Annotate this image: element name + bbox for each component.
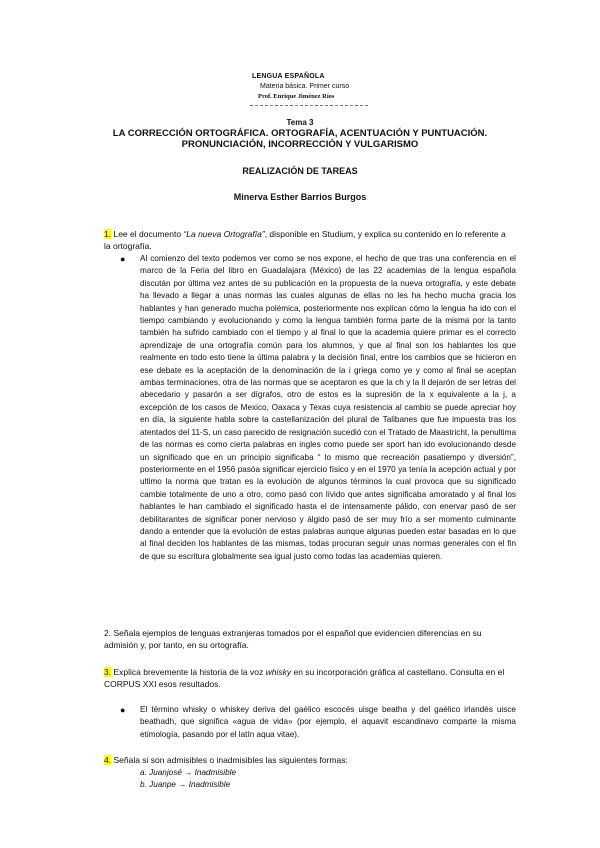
question-text: Señala ejemplos de lenguas extranjeras tomados por el español que evidencien diferencias en su admisión y, por tanto, en su ortografía. (104, 628, 482, 651)
question-number: 1. (104, 229, 112, 239)
answer-text: El término whisky o whiskey deriva del gaélico escocés uisge beatha y del gaélico irlandés uisce beathadh, que significa «agua de vida» (por ejemplo, el aquavit escandinavo comparte la misma etimología, pasando por el latín aqua vitae). (140, 705, 516, 739)
form-item: b. Juanpe → Inadmisible (140, 780, 231, 789)
bullet-icon: ● (120, 254, 126, 264)
question-text: Lee el documento (113, 229, 184, 239)
question-number: 4. (104, 755, 112, 765)
author-name: Minerva Esther Barrios Burgos (233, 192, 367, 202)
question-1 (104, 228, 512, 253)
question-number: 3. (104, 667, 112, 677)
section-heading: REALIZACIÓN DE TAREAS (242, 166, 358, 176)
question-text: Explica brevemente la historia de la voz (113, 667, 266, 677)
form-item: a. Juanjosé → Inadmisible (140, 768, 237, 777)
answer-text: Al comienzo del texto podemos ver como se nos expone, el hecho de que tras una conferencia en el marco de la Feria del libro en Guadalajara (México) de las 22 academias de la lengua española discután por última vez antes de su publicación en la propuesta de la nueva ortografía, y este debate ha llevado a llegar a unas normas las cuales algunas de ellas no les ha hecho mucha gracia los hablantes y han generado mucha polémica, posteriormente nos explican cómo la lengua ha ido con el tiempo cambiando y evolucionando y como la lengua también forma parte de la misma por la tanto también ha sufrido cambiado con el tiempo y al final lo que la academia quiere primar es el correcto aprendizaje de una ortografía común para los alumnos, y que al final son los hablantes los que realmente en todo esto tiene la última palabra y la decisión final, entre los cambios que se hicieron en ese debate es la aceptación de la denominación de la i griega como ye y como al final se aceptan ambas terminaciones, otra de las normas que se aceptaron es que la ch y la ll dejarón de ser letras del abecedario y pasarón a ser dígrafos, otro de estos es la supresión de la x equivalente a la j, a excepción de los casos de Mexico, Oaxaca y Texas cuya resistencia al cambio se puede apreciar hoy en día, la siguiente habla sobre la castellanización del plural de Talibanes que fue impuesta tras los atentados del 11-S, un caso parecido de resignación sucedió con el Tratado de Maastricht, la penultima de las normas es como cierta palabras en ingles como puede ser sport han ido evolucionando desde un significado que en un principio significaba “ lo mismo que recreación pasatiempo y diversión”, posteriormente en el 1956 pasóa significar ejercicio físico y en el 1970 ya tenía la acepción actual y por ultimo la norma que tratan es la evolución de algunos términos la cual provoca que su significado cambie totalmente de uno a otro, como pasó con lívido que antes significaba amoratado y al final los hablantes le han cambiado el significado hasta el de intensamente pálido, con enervar pasó de ser debilitarantes de significar poner nervioso y álgido pasó de ser muy frío a ser momento culminante dando a entender que la evolución de estas palabras aunque algunas pueden estar basadas en lo que al final deciden los hablantes de las mismas, todas procuran seguir unas normas generales con el fin de que su escritura globalmente sea igual justo como todas las academias quieren. (140, 254, 516, 561)
header-divider (250, 105, 368, 106)
question-text-cont: , disponible en Studium, y explica su contenido en lo referente a la ortografía. (104, 229, 506, 252)
answer-3 (120, 704, 516, 741)
question-3 (104, 666, 512, 691)
document-title: “La nueva Ortografía” (183, 229, 265, 239)
course-level: Materia básica. Primer curso (260, 83, 350, 90)
course-header (252, 72, 349, 102)
answer-1 (120, 253, 516, 563)
subject-name: LENGUA ESPAÑOLA (252, 73, 325, 80)
professor-name: Prof. Enrique Jiménez Ríos (258, 93, 335, 100)
question-number: 2. (104, 628, 112, 638)
question-2 (104, 627, 512, 652)
topic-number: Tema 3 (286, 118, 314, 127)
whisky-word: whisky (265, 667, 292, 677)
question-4 (104, 754, 512, 766)
question-text-cont: en su incorporación gráfica al castellano. Consulta en el CORPUS XXI esos resultados. (104, 667, 505, 690)
arrow-icon: → (184, 768, 193, 777)
main-title: LA CORRECCIÓN ORTOGRÁFICA. ORTOGRAFÍA, ACENTUACIÓN Y PUNTUACIÓN. PRONUNCIACIÓN, INCORRECCIÓN Y VULGARISMO (112, 128, 488, 150)
arrow-icon: → (178, 780, 187, 789)
verdict: Inadmisible (188, 780, 231, 789)
bullet-icon: ● (120, 705, 126, 715)
forms-list (140, 767, 236, 791)
question-text: Señala si son admisibles o inadmisibles las siguientes formas: (113, 755, 348, 765)
verdict: Inadmisible (194, 768, 237, 777)
